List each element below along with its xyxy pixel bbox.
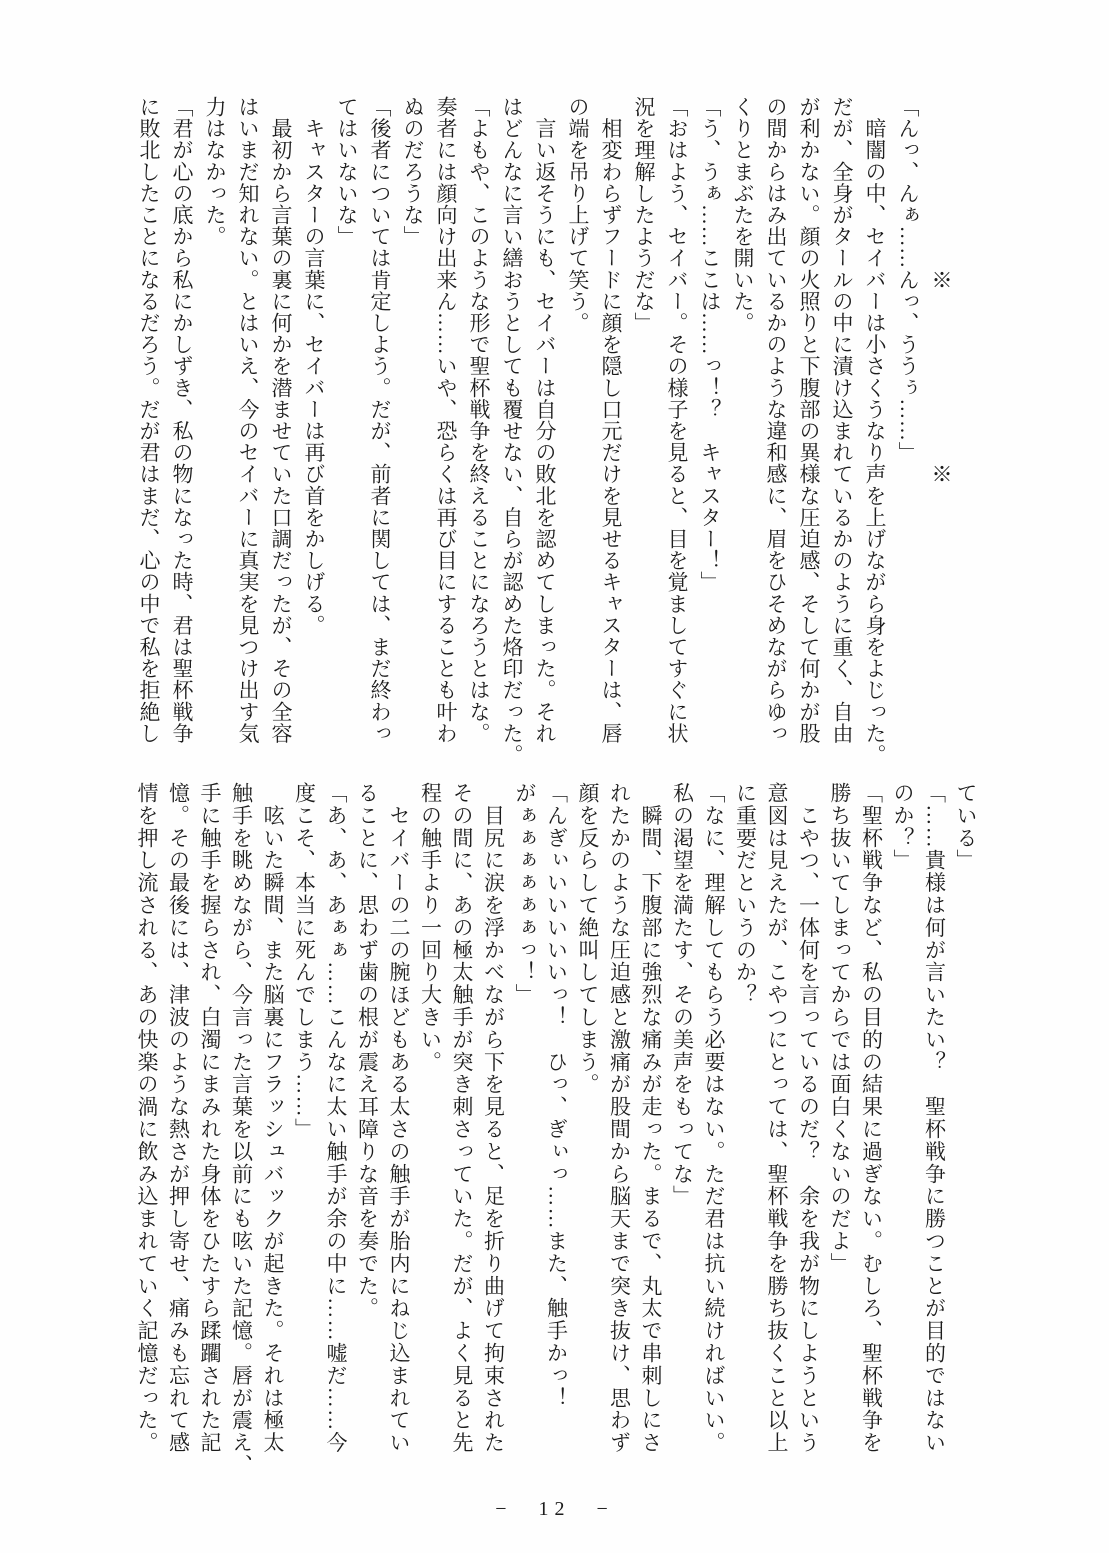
text-line: 「なに、理解してもらう必要はない。ただ君は抗い続ければいい。 [702, 782, 726, 1454]
text-block-top [132, 96, 957, 796]
text-line: 顔を反らして絶叫してしまう。 [576, 782, 600, 1096]
text-line: 手に触手を握らされ、白濁にまみれた身体をひたすら蹂躙された記 [198, 782, 222, 1454]
text-line: れたかのような圧迫感と激痛が股間から脳天まで突き抜け、思わず [607, 782, 632, 1454]
text-line: 「んぎぃいいいいいっ！ ひっ、ぎぃっ……また、触手かっ！ [544, 782, 569, 1410]
text-line: 「……貴様は何が言いたい？ 聖杯戦争に勝つことが目的ではない [922, 782, 947, 1454]
text-line: くりとまぶたを開いた。 [731, 96, 755, 334]
text-line: ている」 [954, 782, 978, 872]
text-line: はどんなに言い繕おうとしても覆せない、自らが認めた烙印だった。 [500, 96, 524, 766]
text-line: 呟いた瞬間、また脳裏にフラッシュバックが起きた。それは極太 [261, 782, 285, 1454]
text-line: の間からはみ出ているかのような違和感に、眉をひそめながらゆっ [764, 96, 788, 744]
text-line: セイバーの二の腕ほどもある太さの触手が胎内にねじ込まれてい [387, 782, 411, 1454]
text-line: 勝ち抜いてしまってからでは面白くないのだよ」 [828, 782, 852, 1275]
text-line: 「君が心の底から私にかしずき、私の物になった時、君は聖杯戦争 [170, 96, 194, 744]
page-number: − 12 − [495, 1498, 614, 1520]
text-line: ※ ※ [929, 96, 953, 485]
text-line: ることに、思わず歯の根が震え耳障りな音を奏でた。 [355, 782, 380, 1320]
text-line: 「う、うぁ……ここは……っ！？ キャスター！」 [698, 96, 722, 593]
text-line: ぬのだろうな」 [401, 96, 425, 248]
text-line: キャスターの言葉に、セイバーは再び首をかしげる。 [302, 96, 326, 636]
text-line: 目尻に涙を浮かべながら下を見ると、足を折り曲げて拘束された [481, 782, 506, 1454]
text-line: が利かない。顔の火照りと下腹部の異様な圧迫感、そして何かが股 [797, 96, 821, 744]
text-line: に重要だというのか？ [733, 782, 758, 1006]
text-line: こやつ、一体何を言っているのだ？ 余を我が物にしようという [796, 782, 821, 1454]
text-line: 「おはよう、セイバー。その様子を見ると、目を覚ましてすぐに状 [665, 96, 689, 744]
text-line: 力はなかった。 [203, 96, 227, 248]
text-line: 情を押し流される、あの快楽の渦に飲み込まれていく記憶だった。 [135, 782, 159, 1454]
text-line: 憶。その最後には、津波のような熱さが押し寄せ、痛みも忘れて感 [166, 782, 191, 1454]
text-line: 程の触手より一回り大きい。 [418, 782, 443, 1074]
text-line: 「んっ、んぁ……んっ、ううぅ……」 [896, 96, 920, 464]
text-line: てはいないな」 [335, 96, 359, 248]
text-line: がぁぁぁぁぁぁっ！」 [513, 782, 537, 1006]
text-line: 相変わらずフードに顔を隠し口元だけを見せるキャスターは、唇 [599, 96, 623, 744]
text-line: 「後者については肯定しよう。だが、前者に関しては、まだ終わっ [368, 96, 392, 744]
text-line: 私の渇望を満たす、その美声をもってな」 [670, 782, 695, 1208]
text-line: のか？」 [891, 782, 915, 872]
text-line: 意図は見えたが、こやつにとっては、聖杯戦争を勝ち抜くこと以上 [765, 782, 789, 1454]
text-line: 最初から言葉の裏に何かを潜ませていた口調だったが、その全容 [269, 96, 293, 744]
text-line: はいまだ知れない。とはいえ、今のセイバーに真実を見つけ出す気 [236, 96, 260, 744]
text-line: 況を理解したようだな」 [632, 96, 656, 334]
text-block-bottom [131, 782, 982, 1497]
text-line: 触手を眺めながら、今言った言葉を以前にも呟いた記憶。唇が震え、 [229, 782, 254, 1477]
text-line: 「よもや、このような形で聖杯戦争を終えることになろうとはな。 [467, 96, 491, 744]
text-line: だが、全身がタールの中に漬け込まれているかのように重く、自由 [830, 96, 854, 744]
text-line: に敗北したことになるだろう。だが君はまだ、心の中で私を拒絶し [137, 96, 161, 744]
text-line: 「聖杯戦争など、私の目的の結果に過ぎない。むしろ、聖杯戦争を [859, 782, 884, 1454]
text-line: 奏者には顔向け出来ん……いや、恐らくは再び目にすることも叶わ [434, 96, 458, 744]
text-line: 度こそ、本当に死んでしまう……」 [292, 782, 317, 1141]
text-line: 「あ、あ、あぁぁ……こんなに太い触手が余の中に……嘘だ……今 [324, 782, 348, 1454]
text-line: の端を吊り上げて笑う。 [566, 96, 590, 334]
text-line: 瞬間、下腹部に強烈な痛みが走った。まるで、丸太で串刺しにさ [639, 782, 663, 1454]
text-line: 言い返そうにも、セイバーは自分の敗北を認めてしまった。それ [533, 96, 557, 744]
text-line: 暗闇の中、セイバーは小さくうなり声を上げながら身をよじった。 [863, 96, 887, 766]
text-line: その間に、あの極太触手が突き刺さっていた。だが、よく見ると先 [450, 782, 474, 1454]
